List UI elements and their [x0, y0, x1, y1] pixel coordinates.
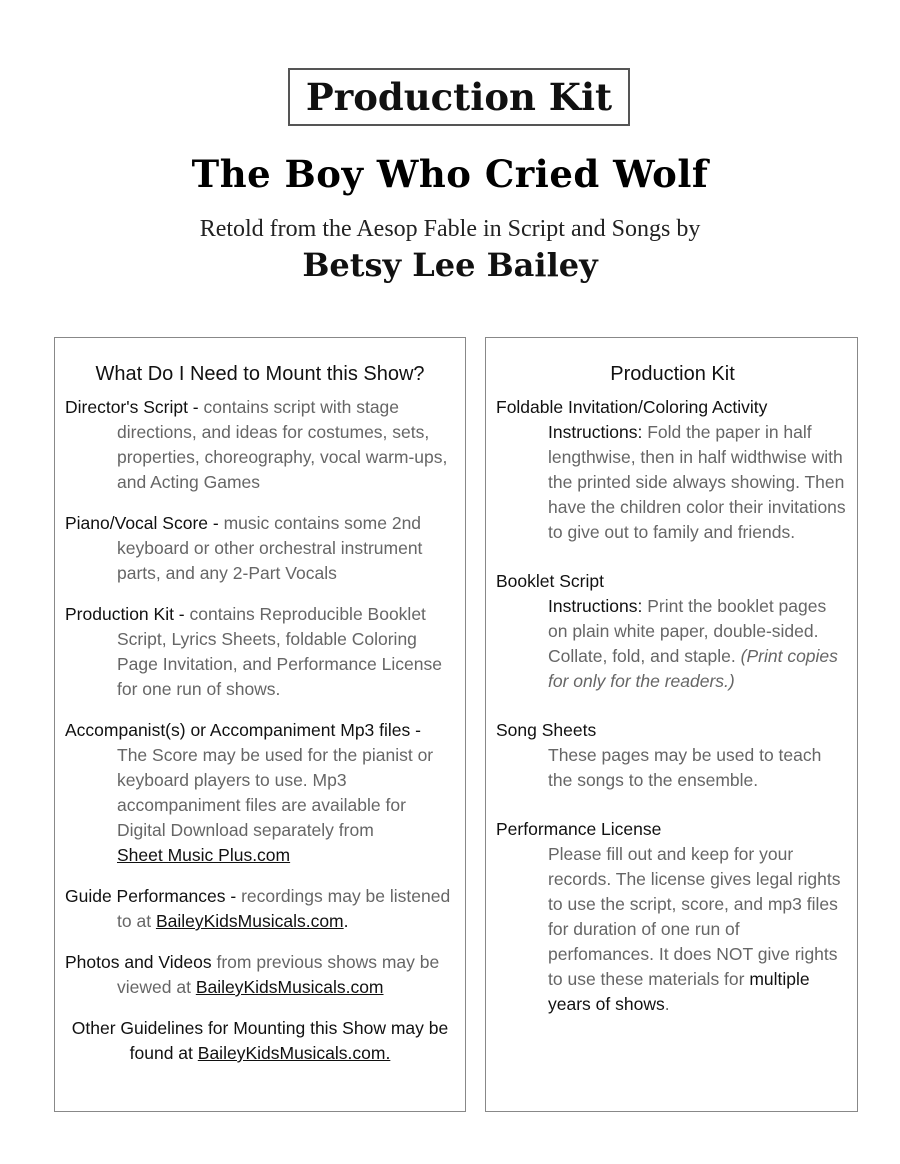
author-name: Betsy Lee Bailey	[302, 246, 598, 284]
production-kit-entry	[65, 602, 455, 702]
license-title: Performance License	[496, 819, 662, 839]
song-sheets-section	[496, 718, 849, 793]
mount-show-heading: What Do I Need to Mount this Show?	[95, 363, 425, 385]
invitation-title: Foldable Invitation/Coloring Activity	[496, 397, 768, 417]
production-kit-entry-text: contains Reproducible Booklet Script, Lyrics Sheets, foldable Coloring Page Invitation, and Performance License for one run of shows.	[117, 604, 442, 699]
accompanist-entry	[65, 718, 455, 868]
directors-script-label: Director's Script -	[65, 397, 199, 417]
directors-script-text: contains script with stage directions, and ideas for costumes, sets, properties, choreography, vocal warm-ups, and Acting Games	[117, 397, 448, 492]
booklet-note: (Print copies for only for the readers.)	[548, 646, 838, 691]
license-emphasis: multiple years of shows	[548, 969, 810, 1014]
guide-performances-text: recordings may be listened to at	[117, 886, 451, 931]
piano-vocal-label: Piano/Vocal Score -	[65, 513, 219, 533]
invitation-instructions-label: Instructions:	[548, 422, 643, 442]
license-period: .	[664, 994, 670, 1014]
production-kit-box	[288, 68, 630, 126]
production-kit-heading: Production Kit	[610, 363, 735, 385]
mount-show-panel	[54, 337, 466, 1112]
directors-script-entry	[65, 395, 455, 495]
license-section	[496, 817, 849, 1017]
invitation-instructions-text: Fold the paper in half lengthwise, then in half widthwise with the printed side always showing. Then have the children color their invitations to give out to family and friends.	[548, 422, 846, 542]
booklet-instructions-text: Print the booklet pages on plain white paper, double-sided. Collate, fold, and staple.	[548, 596, 827, 666]
photos-videos-link[interactable]: BaileyKidsMusicals.com	[195, 977, 384, 997]
license-text: Please fill out and keep for your records. The license gives legal rights to use the script, score, and mp3 files for duration of one run of perfomances. It does NOT give rights to use these materials for	[548, 844, 841, 989]
invitation-section	[496, 395, 849, 545]
photos-videos-text: from previous shows may be viewed at	[117, 952, 440, 997]
show-title: The Boy Who Cried Wolf	[191, 152, 709, 196]
song-sheets-text: These pages may be used to teach the songs to the ensemble.	[548, 745, 822, 790]
song-sheets-title: Song Sheets	[496, 720, 597, 740]
sheet-music-plus-link[interactable]: Sheet Music Plus.com	[117, 845, 291, 865]
other-guidelines-link[interactable]: BaileyKidsMusicals.com.	[197, 1043, 391, 1063]
accompanist-label: Accompanist(s) or Accompaniment Mp3 files -	[65, 720, 421, 740]
other-guidelines-entry	[65, 1016, 455, 1066]
production-kit-entry-label: Production Kit -	[65, 604, 185, 624]
guide-period: .	[343, 911, 349, 931]
booklet-title: Booklet Script	[496, 571, 604, 591]
production-kit-label: Production Kit	[305, 75, 613, 119]
production-kit-panel	[485, 337, 858, 1112]
subtitle: Retold from the Aesop Fable in Script and Songs by	[199, 216, 701, 242]
photos-videos-label: Photos and Videos	[65, 952, 212, 972]
piano-vocal-text: music contains some 2nd keyboard or other orchestral instrument parts, and any 2-Part Vocals	[117, 513, 423, 583]
guide-performances-link[interactable]: BaileyKidsMusicals.com	[155, 911, 344, 931]
other-guidelines-text: Other Guidelines for Mounting this Show may be found at	[71, 1018, 449, 1063]
piano-vocal-entry	[65, 511, 455, 586]
photos-videos-entry	[65, 950, 455, 1000]
guide-performances-label: Guide Performances -	[65, 886, 237, 906]
booklet-section	[496, 569, 849, 694]
accompanist-text: The Score may be used for the pianist or keyboard players to use. Mp3 accompaniment files are available for Digital Download separately from	[117, 745, 434, 840]
guide-performances-entry	[65, 884, 455, 934]
booklet-instructions-label: Instructions:	[548, 596, 643, 616]
